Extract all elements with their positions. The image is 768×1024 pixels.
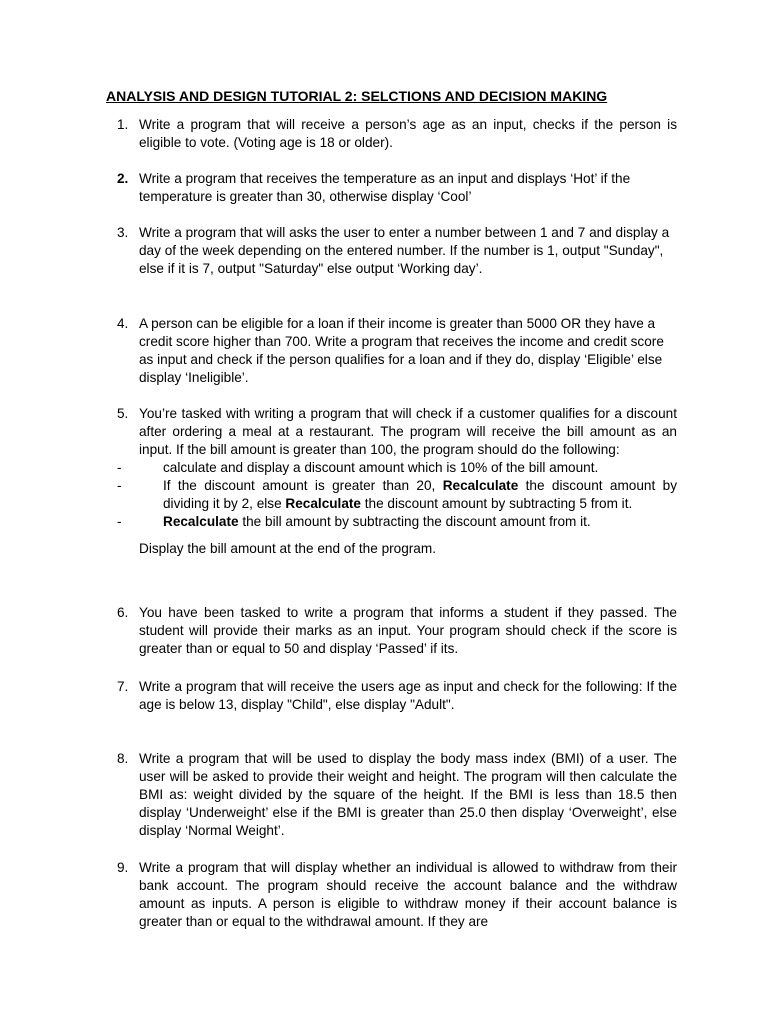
- question-text: Write a program that will be used to display the body mass index (BMI) of a user. The user will be asked to provide their weight and height. The program will then calculate the BMI as: weight divided by the square of the height. If the BMI is less than 18.5 then display ‘Underweight’ else if the BMI is greater than 25.0 then display ‘Overweight’, else display ‘Normal Weight’.: [139, 751, 677, 838]
- question-8: [117, 750, 677, 840]
- question-number: 5.: [117, 406, 129, 421]
- question-closing: Display the bill amount at the end of the program.: [139, 541, 436, 556]
- question-number: 7.: [117, 679, 129, 694]
- bullet-text: calculate and display a discount amount which is 10% of the bill amount.: [163, 460, 599, 475]
- question-6: [117, 604, 677, 658]
- bullet-dash: -: [117, 478, 122, 493]
- question-text: Write a program that will asks the user to enter a number between 1 and 7 and display a day of the week depending on the entered number. If the number is 1, output "Sunday", else if it is 7, output "Saturday" else output ‘Working day’.: [139, 225, 670, 276]
- question-2: [117, 170, 677, 206]
- bullet-dash: -: [117, 460, 122, 475]
- question-text: You’re tasked with writing a program that will check if a customer qualifies for a discount after ordering a meal at a restaurant. The program will receive the bill amount as an input. If the bill amount is greater than 100, the program should do the following:: [139, 406, 677, 457]
- bullet-item: [117, 513, 677, 531]
- question-number: 4.: [117, 316, 129, 331]
- question-7: [117, 678, 677, 714]
- question-4: [117, 315, 677, 387]
- question-5: [117, 405, 677, 558]
- bullet-item: [117, 477, 677, 513]
- question-number: 6.: [117, 605, 129, 620]
- bullet-dash: -: [117, 514, 122, 529]
- bullet-text: Recalculate the bill amount by subtracting the discount amount from it.: [163, 514, 591, 529]
- question-number: 1.: [117, 117, 129, 132]
- question-text: Write a program that will display whether an individual is allowed to withdraw from their bank account. The program should receive the account balance and the withdraw amount as inputs. A person is eligible to withdraw money if their account balance is greater than or equal to the withdrawal amount. If they are: [139, 860, 677, 929]
- question-text: Write a program that receives the temperature as an input and displays ‘Hot’ if the temperature is greater than 30, otherwise display ‘Cool’: [139, 171, 631, 204]
- question-number: 3.: [117, 225, 129, 240]
- question-number: 9.: [117, 860, 129, 875]
- question-1: [117, 116, 677, 152]
- question-text: A person can be eligible for a loan if their income is greater than 5000 OR they have a credit score higher than 700. Write a program that receives the income and credit score as input and check if the person qualifies for a loan and if they do, display ‘Eligible’ else display ‘Ineligible’.: [139, 316, 664, 385]
- bullet-item: [117, 459, 677, 477]
- question-number: 2.: [117, 171, 129, 186]
- question-text: Write a program that will receive the users age as input and check for the following: If the age is below 13, display "Child", else display "Adult".: [139, 679, 677, 712]
- question-9: [117, 859, 677, 931]
- document-title: ANALYSIS AND DESIGN TUTORIAL 2: SELCTIONS AND DECISION MAKING: [106, 88, 608, 104]
- bullet-text: If the discount amount is greater than 20, Recalculate the discount amount by dividing it by 2, else Recalculate the discount amount by subtracting 5 from it.: [163, 478, 677, 511]
- question-number: 8.: [117, 751, 129, 766]
- question-3: [117, 224, 677, 278]
- question-text: Write a program that will receive a person’s age as an input, checks if the person is eligible to vote. (Voting age is 18 or older).: [139, 117, 677, 150]
- question-text: You have been tasked to write a program that informs a student if they passed. The student will provide their marks as an input. Your program should check if the score is greater than or equal to 50 and display ‘Passed’ if its.: [139, 605, 677, 656]
